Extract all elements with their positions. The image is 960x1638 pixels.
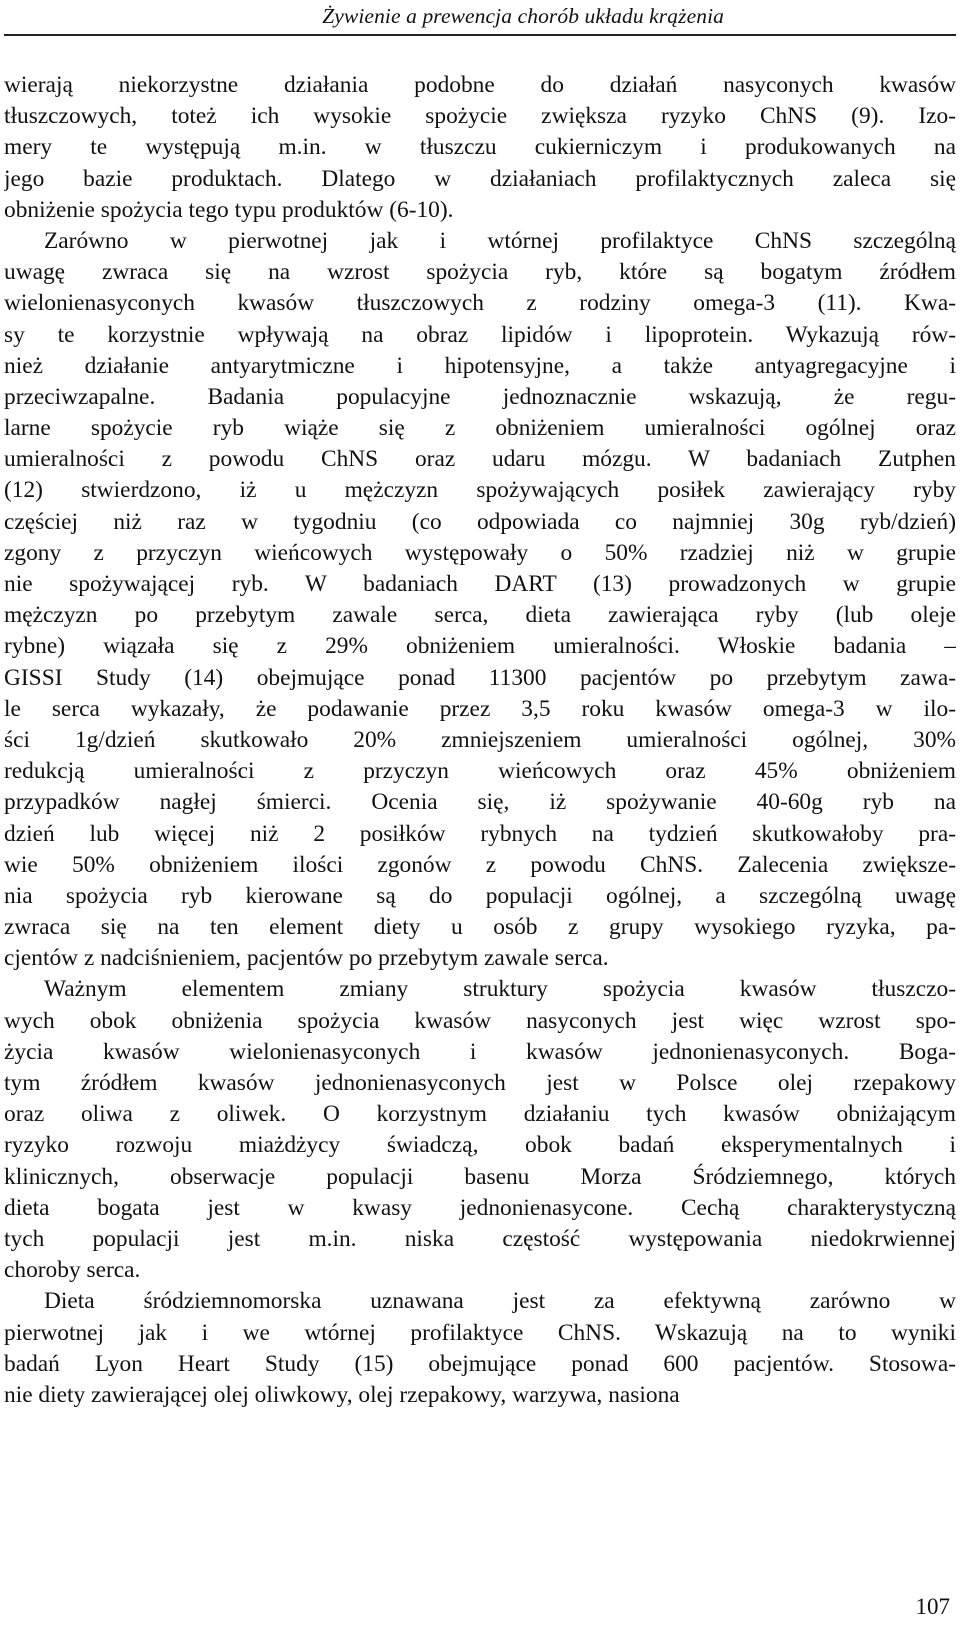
text-line: nia spożycia ryb kierowane są do populacji ogólnej, a szczególną uwagę [4,882,956,909]
text-line: mery te występują m.in. w tłuszczu cukierniczym i produkowanych na [4,134,956,161]
text-line: le serca wykazały, że podawanie przez 3,5 roku kwasów omega-3 w ilo- [4,695,956,722]
text-line: przeciwzapalne. Badania populacyjne jednoznacznie wskazują, że regu- [4,383,956,410]
text-line: wych obok obniżenia spożycia kwasów nasyconych jest więc wzrost spo- [4,1007,956,1034]
text-line: ści 1g/dzień skutkowało 20% zmniejszeniem umieralności ogólnej, 30% [4,726,956,753]
text-line: oraz oliwa z oliwek. O korzystnym działaniu tych kwasów obniżającym [4,1101,956,1128]
text-line: wielonienasyconych kwasów tłuszczowych z rodziny omega-3 (11). Kwa- [4,290,956,317]
text-line: Zarówno w pierwotnej jak i wtórnej profilaktyce ChNS szczególną [44,227,956,254]
text-line: tłuszczowych, toteż ich wysokie spożycie zwiększa ryzyko ChNS (9). Izo- [4,103,956,130]
text-line: nie diety zawierającej olej oliwkowy, olej rzepakowy, warzywa, nasiona [4,1381,680,1408]
text-line: ryzyko rozwoju miażdżycy świadczą, obok badań eksperymentalnych i [4,1132,956,1159]
running-header [4,0,956,36]
text-line: przypadków nagłej śmierci. Ocenia się, iż spożywanie 40-60g ryb na [4,789,956,816]
text-line: choroby serca. [4,1257,141,1284]
paragraph [4,974,956,1286]
text-line: częściej niż raz w tygodniu (co odpowiada co najmniej 30g ryb/dzień) [4,508,956,535]
text-line: wierają niekorzystne działania podobne do działań nasyconych kwasów [4,72,956,98]
text-line: tych populacji jest m.in. niska częstość występowania niedokrwiennej [4,1225,956,1252]
text-line: mężczyzn po przebytym zawale serca, dieta zawierająca ryby (lub oleje [4,602,956,629]
text-line: klinicznych, obserwacje populacji basenu Morza Śródziemnego, których [4,1163,956,1190]
text-line: cjentów z nadciśnieniem, pacjentów po przebytym zawale serca. [4,945,609,972]
text-line: rybne) wiązała się z 29% obniżeniem umieralności. Włoskie badania – [4,633,956,660]
text-line: (12) stwierdzono, iż u mężczyzn spożywających posiłek zawierający ryby [4,477,956,504]
text-line: jego bazie produktach. Dlatego w działaniach profilaktycznych zaleca się [4,165,956,192]
text-line: obniżenie spożycia tego typu produktów (6-10). [4,196,454,223]
text-line: nież działanie antyarytmiczne i hipotensyjne, a także antyagregacyjne i [4,352,956,379]
article-body [4,70,956,1411]
text-line: dieta bogata jest w kwasy jednonienasycone. Cechą charakterystyczną [4,1194,956,1221]
paragraph [4,226,956,975]
text-line: nie spożywającej ryb. W badaniach DART (13) prowadzonych w grupie [4,571,956,597]
paragraph [4,1286,956,1411]
text-line: zgony z przyczyn wieńcowych występowały o 50% rzadziej niż w grupie [4,539,956,566]
text-line: larne spożycie ryb wiąże się z obniżeniem umieralności ogólnej oraz [4,415,956,442]
text-line: wie 50% obniżeniem ilości zgonów z powodu ChNS. Zalecenia zwiększe- [4,851,956,878]
paragraph [4,70,956,226]
running-header-title: Żywienie a prewencja chorób układu krążenia [322,4,724,28]
text-line: tym źródłem kwasów jednonienasyconych jest w Polsce olej rzepakowy [4,1070,956,1096]
page-number: 107 [915,1594,950,1619]
text-line: dzień lub więcej niż 2 posiłków rybnych na tydzień skutkowałoby pra- [4,820,956,847]
text-line: Ważnym elementem zmiany struktury spożycia kwasów tłuszczo- [44,976,956,1003]
text-line: pierwotnej jak i we wtórnej profilaktyce ChNS. Wskazują na to wyniki [4,1319,956,1346]
text-line: umieralności z powodu ChNS oraz udaru mózgu. W badaniach Zutphen [4,446,956,473]
text-line: życia kwasów wielonienasyconych i kwasów jednonienasyconych. Boga- [4,1038,956,1065]
text-line: badań Lyon Heart Study (15) obejmujące ponad 600 pacjentów. Stosowa- [4,1350,956,1377]
text-line: zwraca się na ten element diety u osób z grupy wysokiego ryzyka, pa- [4,914,956,941]
text-line: sy te korzystnie wpływają na obraz lipidów i lipoprotein. Wykazują rów- [4,321,956,348]
text-line: uwagę zwraca się na wzrost spożycia ryb, które są bogatym źródłem [4,259,956,286]
text-line: Dieta śródziemnomorska uznawana jest za efektywną zarówno w [44,1288,956,1315]
text-line: GISSI Study (14) obejmujące ponad 11300 pacjentów po przebytym zawa- [4,664,956,691]
text-line: redukcją umieralności z przyczyn wieńcowych oraz 45% obniżeniem [4,758,956,785]
